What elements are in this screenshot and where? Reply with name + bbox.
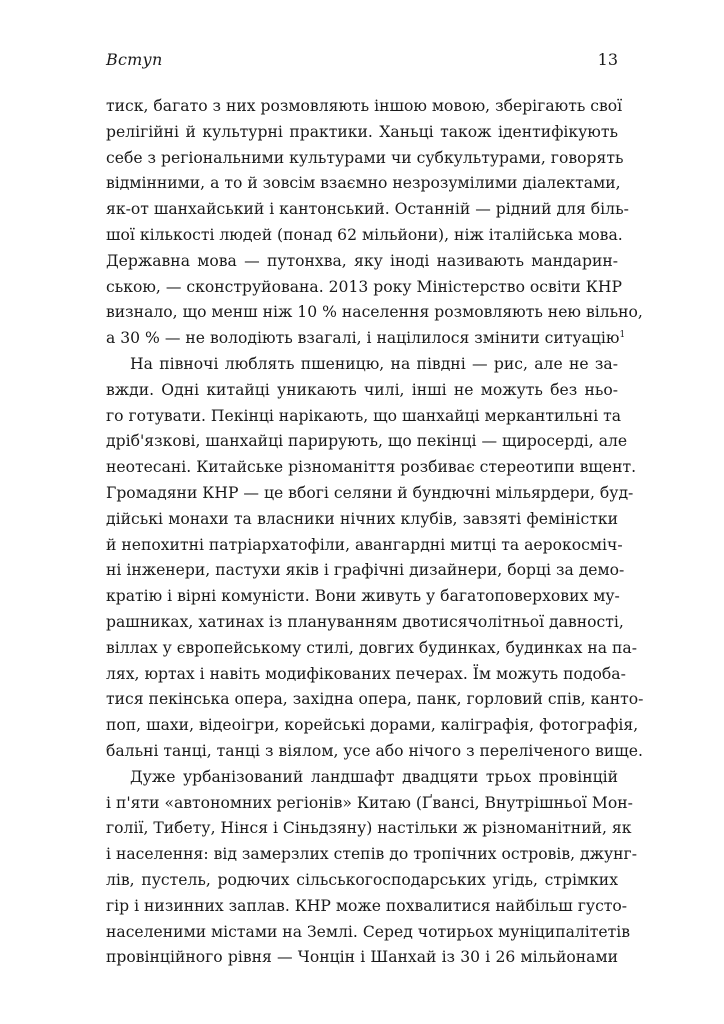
section-title: Вступ xyxy=(106,50,163,69)
text-line: себе з регіональними культурами чи субкультурами, говорять xyxy=(106,148,624,167)
text-line: го готувати. Пекінці нарікають, що шанхайці меркантильні та xyxy=(106,406,622,425)
text-line: тися пекінська опера, західна опера, панк, горловий спів, канто- xyxy=(106,690,644,709)
text-line: Громадяни КНР — це вбогі селяни й бундючні мільярдери, буд- xyxy=(106,483,634,502)
text-line: і п'яти «автономних регіонів» Китаю (Ґвансі, Внутрішньої Мон- xyxy=(106,793,633,812)
text-line: рашниках, хатинах із плануванням двотисячолітньої давності, xyxy=(106,612,624,631)
text-line: гір і низинних заплав. КНР може похвалитися найбільш густо- xyxy=(106,896,628,915)
text-line: Дуже урбанізований ландшафт двадцяти трьох провінцій xyxy=(130,767,618,786)
running-head xyxy=(106,50,618,74)
text-line: й непохитні патріархатофіли, авангардні митці та аерокосміч- xyxy=(106,535,623,554)
text-line: визнало, що менш ніж 10 % населення розмовляють нею вільно, xyxy=(106,303,643,322)
text-line: На півночі люблять пшеницю, на півдні — рис, але не за- xyxy=(130,354,618,373)
footnote-ref: 1 xyxy=(619,329,626,340)
text-line: як-от шанхайський і кантонський. Останній — рідний для біль- xyxy=(106,200,629,219)
text-line: голії, Тибету, Нінся і Сіньдзяну) настільки ж різноманітний, як xyxy=(106,819,632,838)
text-line: ською, — сконструйована. 2013 року Міністерство освіти КНР xyxy=(106,277,622,296)
text-line: а 30 % — не володіють взагалі, і націлилося змінити ситуацію$^1$ xyxy=(106,329,626,348)
text-line: шої кількості людей (понад 62 мільйони), ніж італійська мова. xyxy=(106,225,623,244)
text-line: Державна мова — путонхва, яку іноді називають мандарин- xyxy=(106,251,618,270)
text-line: віллах у європейському стилі, довгих будинках, будинках на па- xyxy=(106,638,637,657)
text-line: релігійні й культурні практики. Ханьці також ідентифікують xyxy=(106,122,618,141)
text-line: тиск, багато з них розмовляють іншою мовою, зберігають свої xyxy=(106,97,623,115)
text-line: поп, шахи, відеоігри, корейські дорами, каліграфія, фотографія, xyxy=(106,716,639,735)
text-line: ні інженери, пастухи яків і графічні дизайнери, борці за демо- xyxy=(106,561,625,580)
text-line: і населення: від замерзлих степів до тропічних островів, джунг- xyxy=(106,845,637,864)
page-number: 13 xyxy=(597,50,618,69)
text-line: вжди. Одні китайці уникають чилі, інші не можуть без ньо- xyxy=(106,380,618,399)
text-line: неотесані. Китайське різноманіття розбиває стереотипи вщент. xyxy=(106,458,637,477)
text-line: лів, пустель, родючих сільськогосподарських угідь, стрімких xyxy=(106,870,618,889)
body-text xyxy=(106,94,644,971)
text-line: дійські монахи та власники нічних клубів, завзяті феміністки xyxy=(106,509,618,528)
text-line: бальні танці, танці з віялом, усе або нічого з переліченого вище. xyxy=(106,741,643,760)
text-line: провінційного рівня — Чонцін і Шанхай із 30 і 26 мільйонами xyxy=(106,948,618,967)
text-line: кратію і вірні комуністи. Вони живуть у багатоповерхових му- xyxy=(106,587,620,606)
text-line: населеними містами на Землі. Серед чотирьох муніципалітетів xyxy=(106,922,631,941)
text-line: відмінними, а то й зовсім взаємно незрозумілими діалектами, xyxy=(106,174,621,193)
text-line: дріб'язкові, шанхайці парирують, що пекінці — щиросерді, але xyxy=(106,432,628,451)
text-line: лях, юртах і навіть модифікованих печерах. Їм можуть подоба- xyxy=(106,664,626,683)
